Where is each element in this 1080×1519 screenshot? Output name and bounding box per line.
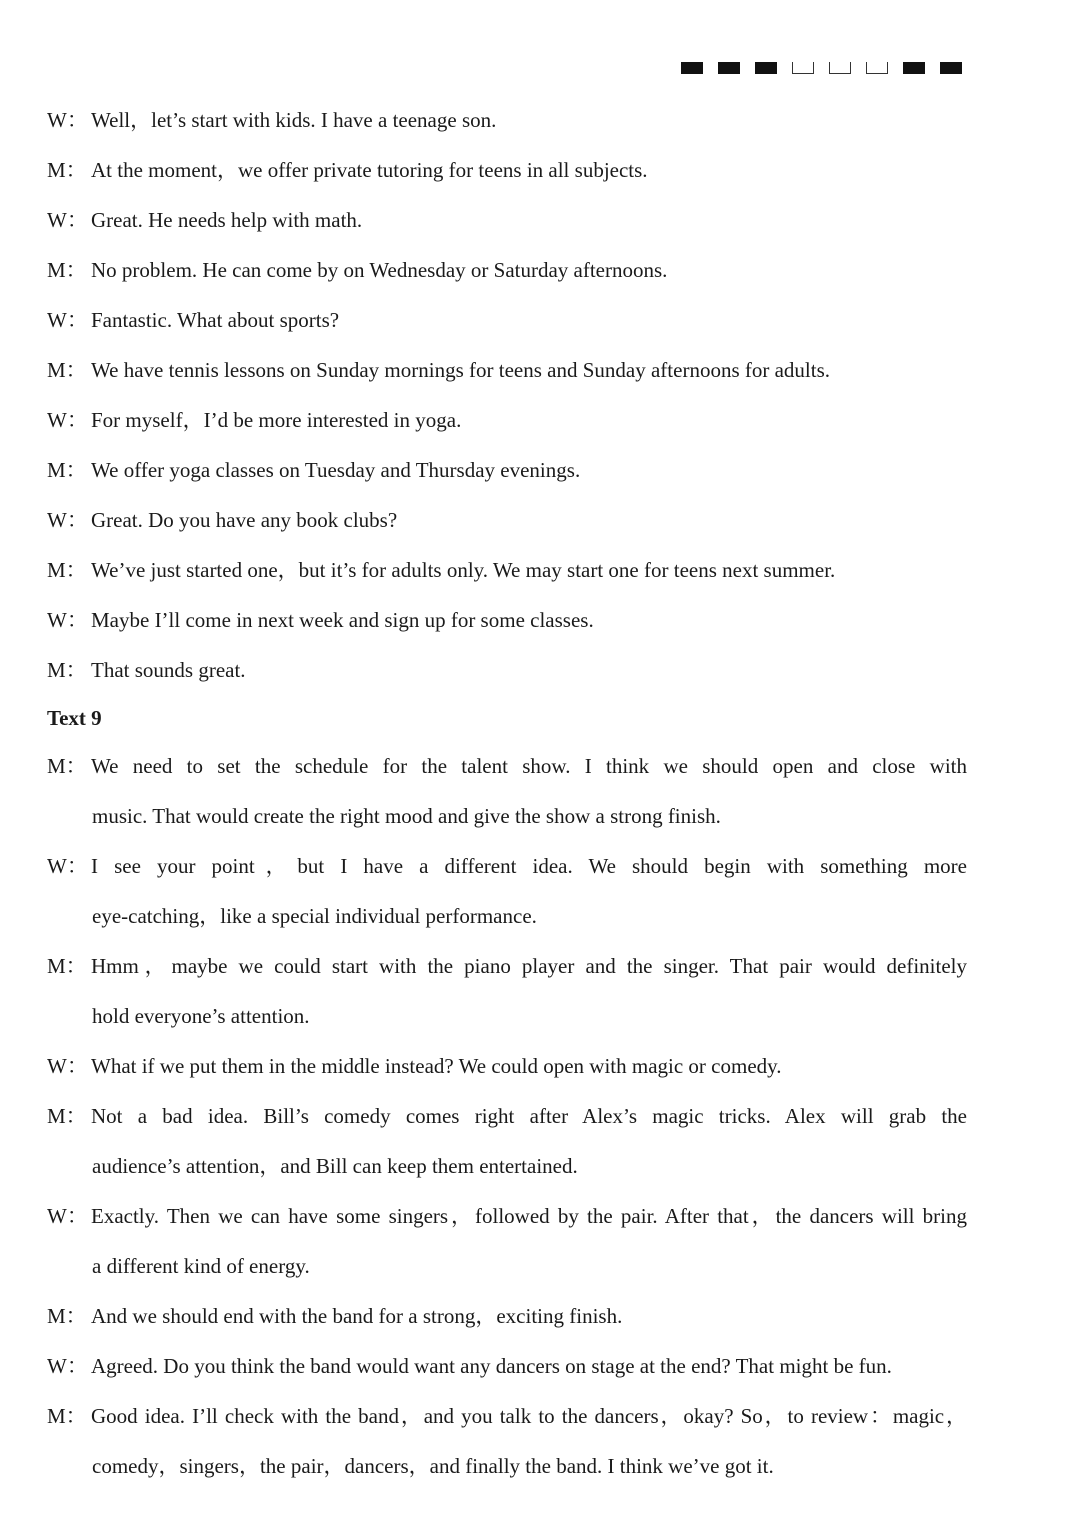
speaker-label: M： [47, 658, 87, 682]
dialogue-line [47, 495, 967, 545]
dialogue-text: Fantastic. What about sports? [91, 308, 340, 332]
dialogue-line [47, 595, 967, 645]
dialogue-text: I see your point，but I have a different idea. We should begin with something more [91, 854, 967, 878]
speaker-label: W： [47, 208, 88, 232]
speaker-label: M： [47, 1304, 87, 1328]
speaker-label: W： [47, 408, 88, 432]
speaker-label: W： [47, 108, 88, 132]
dialogue-continuation: music. That would create the right mood and give the show a strong finish. [92, 804, 721, 828]
dialogue-line [47, 1191, 967, 1241]
dialogue-text: No problem. He can come by on Wednesday or Saturday afternoons. [91, 258, 668, 282]
header-mark-6 [866, 62, 888, 74]
dialogue-line [47, 395, 967, 445]
dialogue-line [47, 295, 967, 345]
speaker-label: W： [47, 308, 88, 332]
dialogue-continuation: a different kind of energy. [92, 1254, 310, 1278]
dialogue-continuation: audience’s attention，and Bill can keep them entertained. [92, 1154, 578, 1178]
dialogue-line [47, 841, 967, 891]
header-mark-5 [829, 62, 851, 74]
dialogue-text: Agreed. Do you think the band would want any dancers on stage at the end? That might be fun. [91, 1354, 892, 1378]
header-mark-3 [755, 62, 777, 74]
dialogue-text: Maybe I’ll come in next week and sign up for some classes. [91, 608, 594, 632]
speaker-label: W： [47, 1354, 88, 1378]
section-heading: Text 9 [47, 706, 102, 730]
speaker-label: M： [47, 954, 87, 978]
speaker-label: W： [47, 1204, 88, 1228]
dialogue-line [47, 245, 967, 295]
speaker-label: M： [47, 158, 87, 182]
dialogue-line [47, 1091, 967, 1141]
speaker-label: M： [47, 258, 87, 282]
speaker-label: M： [47, 1404, 87, 1428]
dialogue-text: That sounds great. [91, 658, 246, 682]
speaker-label: M： [47, 558, 87, 582]
dialogue-line [47, 1391, 967, 1441]
dialogue-text: Hmm，maybe we could start with the piano player and the singer. That pair would definitely [91, 954, 967, 978]
dialogue-line [47, 1291, 967, 1341]
dialogue-line [47, 941, 967, 991]
dialogue-a [47, 95, 967, 695]
dialogue-continuation: eye-catching，like a special individual performance. [92, 904, 537, 928]
dialogue-continuation: hold everyone’s attention. [92, 1004, 310, 1028]
dialogue-text: What if we put them in the middle instead? We could open with magic or comedy. [91, 1054, 782, 1078]
text9-dialogue [47, 741, 967, 1491]
dialogue-text: At the moment，we offer private tutoring for teens in all subjects. [91, 158, 648, 182]
dialogue-line [47, 1041, 967, 1091]
speaker-label: W： [47, 854, 88, 878]
dialogue-text: And we should end with the band for a strong，exciting finish. [91, 1304, 623, 1328]
header-mark-2 [718, 62, 740, 74]
dialogue-line [47, 95, 967, 145]
dialogue-line [47, 345, 967, 395]
dialogue-text: We need to set the schedule for the talent show. I think we should open and close with [91, 754, 967, 778]
dialogue-continuation: comedy，singers，the pair，dancers，and finally the band. I think we’ve got it. [92, 1454, 774, 1478]
speaker-label: M： [47, 1104, 87, 1128]
dialogue-text: We’ve just started one，but it’s for adults only. We may start one for teens next summer. [91, 558, 836, 582]
dialogue-text: Good idea. I’ll check with the band，and you talk to the dancers，okay? So，to review：magic， [91, 1404, 967, 1428]
header-mark-8 [940, 62, 962, 74]
transcript-content [47, 95, 967, 1491]
dialogue-line [47, 645, 967, 695]
header-mark-1 [681, 62, 703, 74]
dialogue-line [47, 145, 967, 195]
dialogue-text: Great. He needs help with math. [91, 208, 363, 232]
speaker-label: M： [47, 458, 87, 482]
speaker-label: W： [47, 1054, 88, 1078]
dialogue-text: We have tennis lessons on Sunday mornings for teens and Sunday afternoons for adults. [91, 358, 831, 382]
dialogue-text: Well，let’s start with kids. I have a teenage son. [91, 108, 497, 132]
dialogue-text: Exactly. Then we can have some singers，followed by the pair. After that，the dancers will bring [91, 1204, 967, 1228]
dialogue-text: We offer yoga classes on Tuesday and Thursday evenings. [91, 458, 581, 482]
speaker-label: M： [47, 754, 87, 778]
dialogue-line [47, 1341, 967, 1391]
dialogue-line [47, 545, 967, 595]
dialogue-text: For myself，I’d be more interested in yoga. [91, 408, 462, 432]
header-marks [681, 62, 962, 74]
header-mark-4 [792, 62, 814, 74]
speaker-label: W： [47, 508, 88, 532]
speaker-label: M： [47, 358, 87, 382]
header-mark-7 [903, 62, 925, 74]
dialogue-line [47, 195, 967, 245]
speaker-label: W： [47, 608, 88, 632]
dialogue-line [47, 445, 967, 495]
dialogue-line [47, 741, 967, 791]
dialogue-text: Not a bad idea. Bill’s comedy comes right after Alex’s magic tricks. Alex will grab the [91, 1104, 967, 1128]
dialogue-text: Great. Do you have any book clubs? [91, 508, 398, 532]
